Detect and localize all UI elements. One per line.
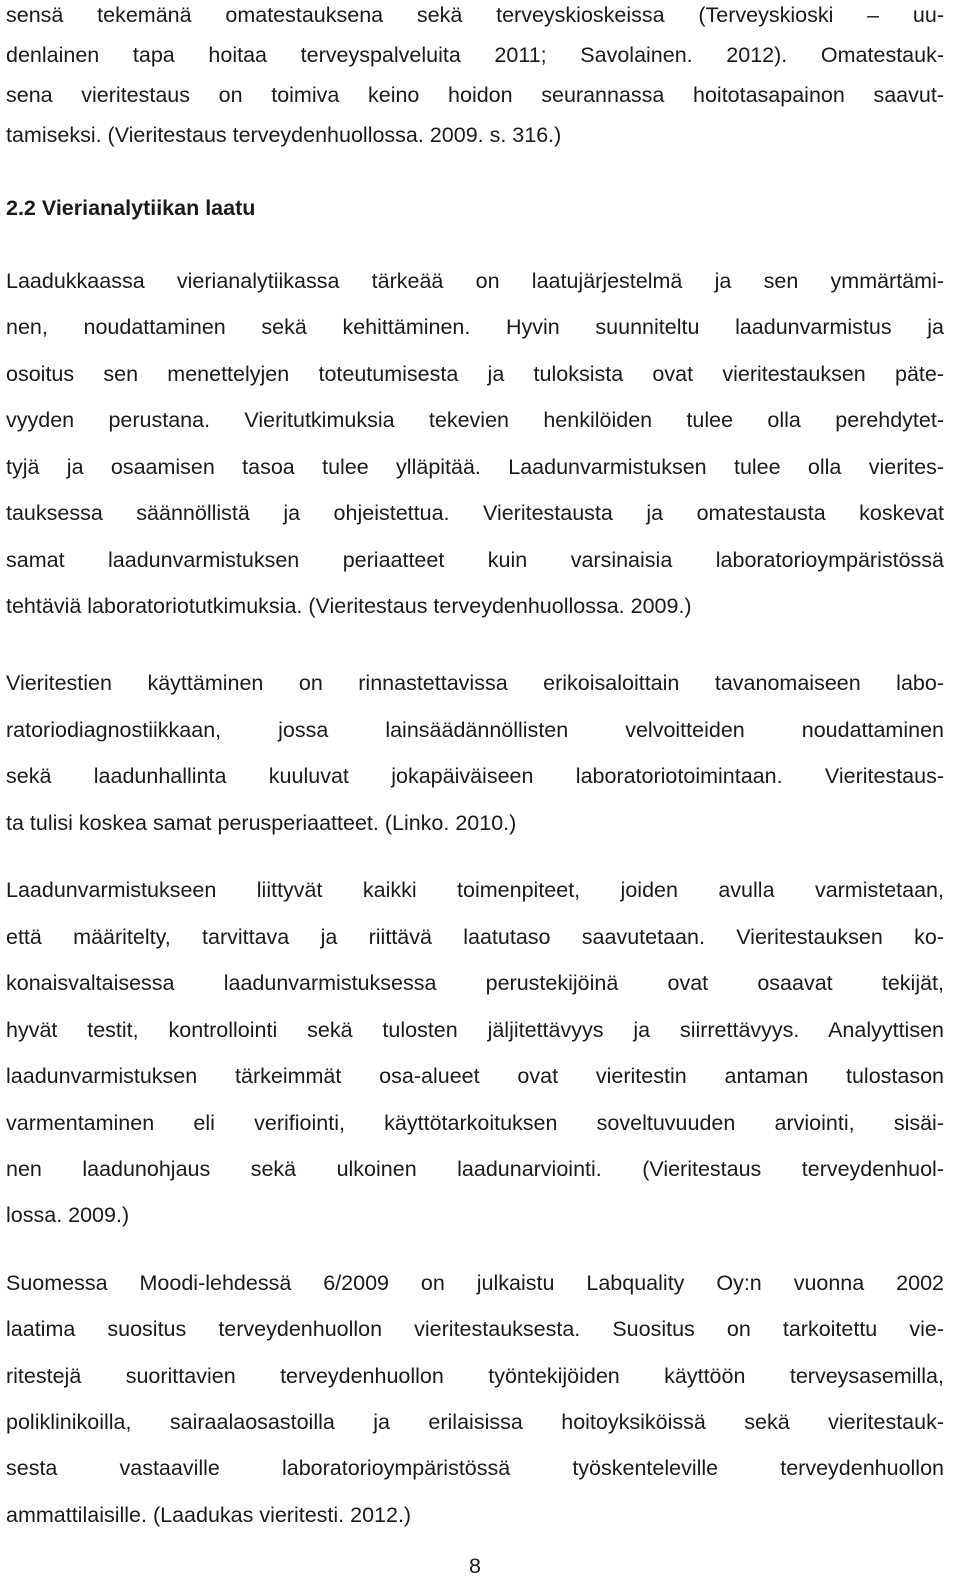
text-line: varmentaminen eli verifiointi, käyttötarkoituksen soveltuvuuden arviointi, sisäi- — [6, 1111, 944, 1135]
text-line: denlainen tapa hoitaa terveyspalveluita 2011; Savolainen. 2012). Omatestauk- — [6, 43, 944, 67]
text-line: tehtäviä laboratoriotutkimuksia. (Vieritestaus terveydenhuollossa. 2009.) — [6, 594, 692, 618]
text-line: Laadunvarmistukseen liittyvät kaikki toimenpiteet, joiden avulla varmistetaan, — [6, 878, 944, 902]
text-line: tamiseksi. (Vieritestaus terveydenhuollossa. 2009. s. 316.) — [6, 123, 562, 147]
text-line: nen laadunohjaus sekä ulkoinen laadunarviointi. (Vieritestaus terveydenhuol- — [6, 1157, 944, 1181]
text-line: Vieritestien käyttäminen on rinnastettavissa erikoisaloittain tavanomaiseen labo- — [6, 671, 944, 695]
text-line: laatima suositus terveydenhuollon vieritestauksesta. Suositus on tarkoitettu vie- — [6, 1317, 944, 1341]
text-line: vyyden perustana. Vieritutkimuksia tekevien henkilöiden tulee olla perehdytet- — [6, 408, 944, 432]
page-number: 8 — [469, 1554, 481, 1578]
text-line: samat laadunvarmistuksen periaatteet kuin varsinaisia laboratorioympäristössä — [6, 548, 944, 572]
text-line: Laadukkaassa vierianalytiikassa tärkeää on laatujärjestelmä ja sen ymmärtämi- — [6, 269, 944, 293]
text-line: sena vieritestaus on toimiva keino hoidon seurannassa hoitotasapainon saavut- — [6, 83, 944, 107]
text-line: konaisvaltaisessa laadunvarmistuksessa perustekijöinä ovat osaavat tekijät, — [6, 971, 944, 995]
section-heading: 2.2 Vierianalytiikan laatu — [6, 196, 256, 220]
text-line: nen, noudattaminen sekä kehittäminen. Hyvin suunniteltu laadunvarmistus ja — [6, 315, 944, 339]
text-line: lossa. 2009.) — [6, 1203, 130, 1227]
text-line: ritestejä suorittavien terveydenhuollon työntekijöiden käyttöön terveysasemilla, — [6, 1364, 944, 1388]
text-line: tyjä ja osaamisen tasoa tulee ylläpitää. Laadunvarmistuksen tulee olla vierites- — [6, 455, 944, 479]
text-line: osoitus sen menettelyjen toteutumisesta ja tuloksista ovat vieritestauksen päte- — [6, 362, 944, 386]
text-line: poliklinikoilla, sairaalaosastoilla ja erilaisissa hoitoyksiköissä sekä vieritestauk- — [6, 1410, 944, 1434]
text-line: että määritelty, tarvittava ja riittävä laatutaso saavutetaan. Vieritestauksen ko- — [6, 925, 944, 949]
text-line: ratoriodiagnostiikkaan, jossa lainsäädännöllisten velvoitteiden noudattaminen — [6, 718, 944, 742]
text-line: tauksessa säännöllistä ja ohjeistettua. Vieritestausta ja omatestausta koskevat — [6, 501, 944, 525]
text-line: ammattilaisille. (Laadukas vieritesti. 2012.) — [6, 1503, 412, 1527]
text-line: laadunvarmistuksen tärkeimmät osa-alueet ovat vieritestin antaman tulostason — [6, 1064, 944, 1088]
text-line: sensä tekemänä omatestauksena sekä terveyskioskeissa (Terveyskioski – uu- — [6, 3, 944, 27]
text-line: sekä laadunhallinta kuuluvat jokapäiväiseen laboratoriotoimintaan. Vieritestaus- — [6, 764, 944, 788]
text-line: sesta vastaaville laboratorioympäristössä työskenteleville terveydenhuollon — [6, 1456, 944, 1480]
text-line: hyvät testit, kontrollointi sekä tulosten jäljitettävyys ja siirrettävyys. Analyyttisen — [6, 1018, 944, 1042]
text-line: ta tulisi koskea samat perusperiaatteet. (Linko. 2010.) — [6, 811, 517, 835]
text-line: Suomessa Moodi-lehdessä 6/2009 on julkaistu Labquality Oy:n vuonna 2002 — [6, 1271, 944, 1295]
